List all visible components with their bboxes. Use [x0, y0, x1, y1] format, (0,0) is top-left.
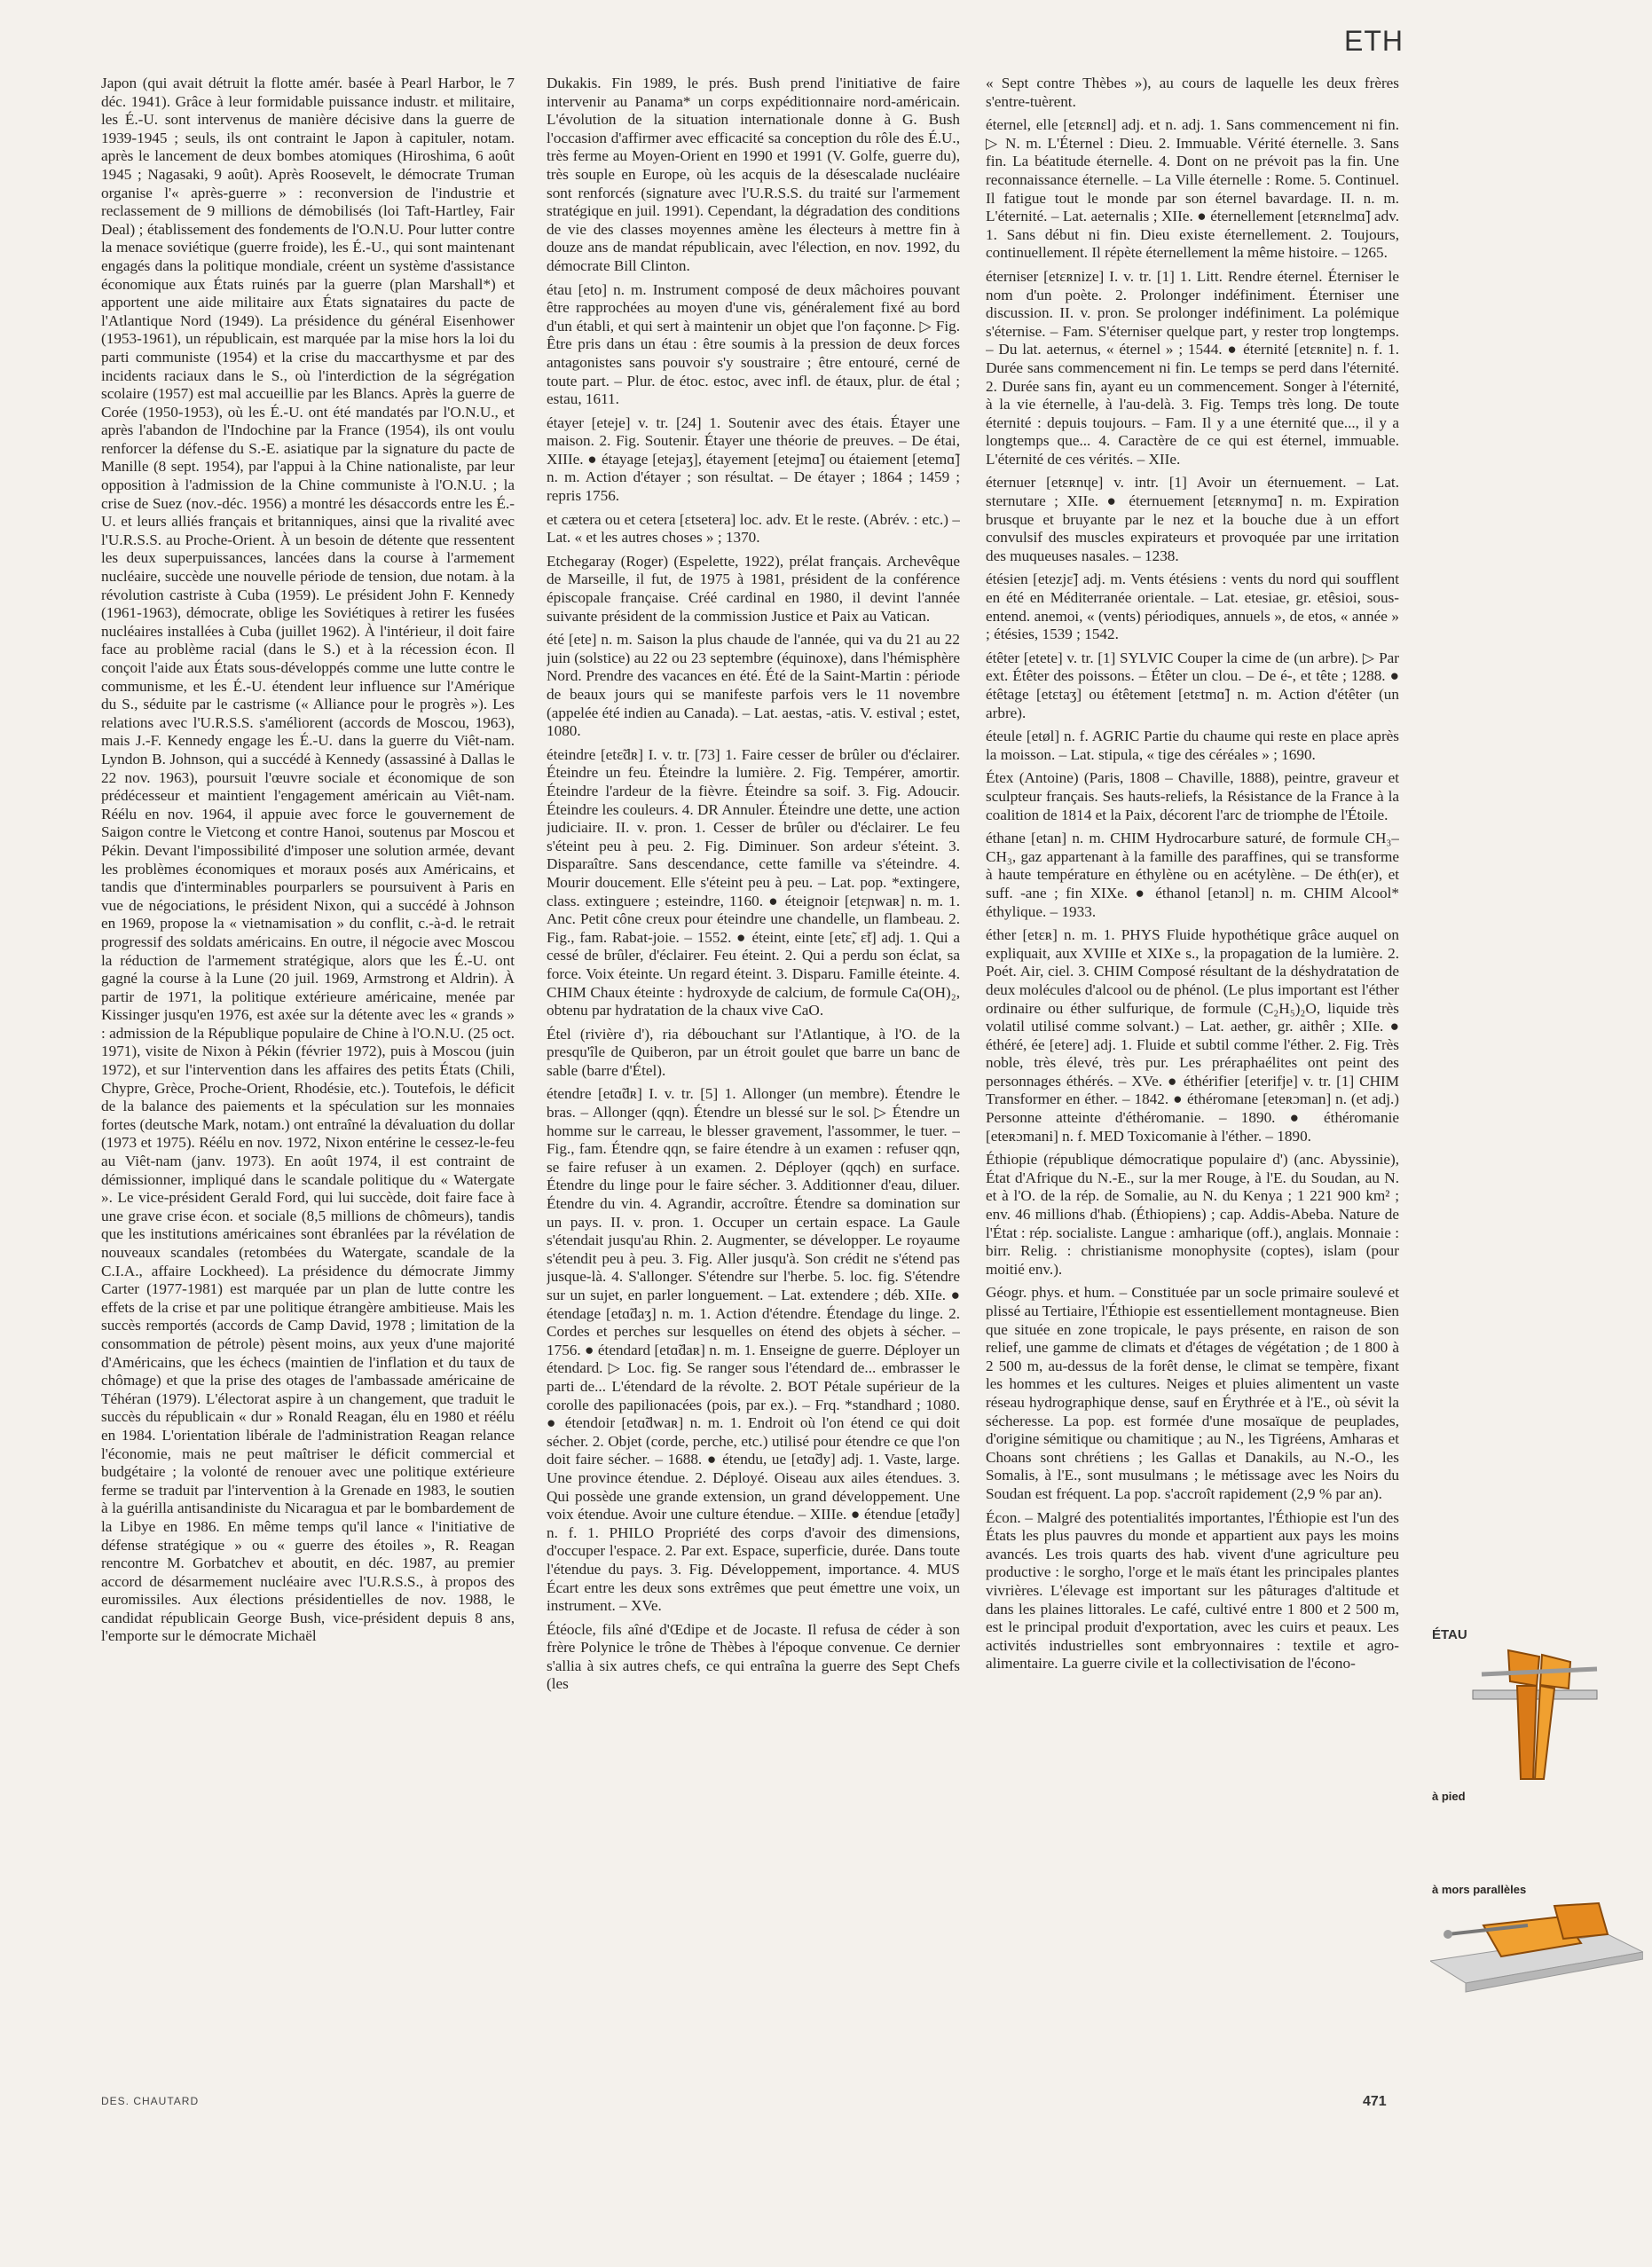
entry-eteule: éteule [etøl] n. f. AGRIC Partie du chaume qui reste en place après la moisson. – Lat. stipula, « tige des céréales » ; 1690. [986, 728, 1399, 763]
running-head: ETH [1344, 25, 1404, 57]
footer-credit: DES. CHAUTARD [101, 2095, 200, 2107]
entry-et-caetera: et cætera ou et cetera [ɛtsetera] loc. adv. Et le reste. (Abrév. : etc.) – Lat. « et les autres choses » ; 1370. [547, 510, 960, 547]
paragraph: « Sept contre Thèbes »), au cours de laquelle les deux frères s'entre-tuèrent. [986, 75, 1399, 110]
entry-etex: Étex (Antoine) (Paris, 1808 – Chaville, 1888), peintre, graveur et sculpteur français. Ses hauts-reliefs, la Résistance de la France à la coalition de 1814 et la Paix, décorent l'arc de triomphe de l'Étoile. [986, 769, 1399, 823]
illustration-title: ÉTAU [1432, 1627, 1467, 1642]
paragraph: Dukakis. Fin 1989, le prés. Bush prend l'initiative de faire intervenir au Panama* un corps expéditionnaire nord-américain. L'évolution de la situation internationale donne à G. Bush l'occasion d'affirmer avec efficacité sa conception du rôle des É.U., très ferme au Moyen-Orient en 1990 et 1991 (V. Golfe, guerre du), très souple en Europe, où les acquis de la désescalade nucléaire sont renforcés (signature avec l'U.R.S.S. du traité sur l'armement stratégique en juil. 1991). Cependant, la dégradation des conditions de vie des classes moyennes amène les électeurs à mettre fin à douze ans de mandat républicain, avec l'élection, en nov. 1992, du démocrate Bill Clinton. [547, 75, 960, 274]
entry-etau: étau [eto] n. m. Instrument composé de deux mâchoires pouvant être rapprochées au moyen d'une vis, généralement fixé au bord d'un établi, et qui sert à maintenir un objet que l'on façonne. ▷ Fig. Être pris dans un étau : être soumis à la pression de deux forces antagonistes sans pouvoir s'y soustraire ; être entouré, cerné de toute part. – Plur. de étoc. estoc, avec infl. de étaux, plur. de étal ; estau, 1611. [547, 280, 960, 408]
entry-etayer: étayer [eteje] v. tr. [24] 1. Soutenir avec des étais. Étayer une maison. 2. Fig. Soutenir. Étayer une théorie de preuves. – De étai, XIIIe. ● étayage [etejaʒ], étayement [etejmɑ̃] ou étaiement [etemɑ̃] n. m. Action d'étayer ; son résultat. – De étayer ; 1864 ; 1459 ; repris 1756. [547, 413, 960, 505]
entry-ethiopie-geographie: Géogr. phys. et hum. – Constituée par un socle primaire soulevé et plissé au Tertiaire, l'Éthiopie est essentiellement montagneuse. Bien que située en zone tropicale, le pays présente, en raison de son relief, une gamme de climats et d'étages de végétation ; de 1 800 à 2 500 m, au-dessus de la forêt dense, le climat se tempère, fixant les hommes et les cultures. Neiges et pluies alimentent un vaste réseau hydrographique dense, sauf en Érythrée et à l'E., où sévit la sécheresse. La pop. est formée d'une mosaïque de peuplades, d'origine sémitique ou chamitique ; au N., les Tigréens, Amharas et Choans sont chrétiens ; les Gallas et Danakils, au N.-O., les Somalis, à l'E., sont musulmans ; le métissage avec les Noirs du Soudan est fréquent. La pop. s'accroît rapidement (2,9 % par an). [986, 1284, 1399, 1502]
paragraph: Japon (qui avait détruit la flotte amér. basée à Pearl Harbor, le 7 déc. 1941). Grâce à leur formidable puissance industr. et militaire, les É.-U. sont intervenus de manière décisive dans la guerre de 1939-1945 ; seuls, ils ont contraint le Japon à capituler, notam. après le lancement de deux bombes atomiques (Hiroshima, 6 août 1945 ; Nagasaki, 9 août). Après Roosevelt, le démocrate Truman organise l'« après-guerre » : reconversion de l'industrie et reclassement de 9 millions de démobilisés (loi Taft-Hartley, Fair Deal) ; établissement des fondements de l'O.N.U. Pour lutter contre la menace soviétique (guerre froide), les É.-U., qui sont maintenant engagés dans la politique mondiale, créent un système d'assistance économique aux États ruinés par la guerre (plan Marshall*) et apportent une aide militaire aux États signataires du pacte de l'Atlantique Nord (1949). La présidence du général Eisenhower (1953-1961), un républicain, est marquée par la mise hors la loi du parti communiste (1954) et la crise du maccarthysme et par des incidents raciaux dans le S., où l'interdiction de la ségrégation scolaire (1957) est mal accueillie par les Blancs. Après la guerre de Corée (1950-1953), où les É.-U. ont été mandatés par l'O.N.U., et après l'abandon de l'Indochine par la France (1954), ils ont voulu renforcer la défense du S.-E. asiatique par la signature du pacte de Manille (8 sept. 1954), par l'appui à la Chine nationaliste, par leur opposition à l'admission de la Chine communiste à l'O.N.U. ; la crise de Suez (nov.-déc. 1956) a montré les désaccords entre les É.-U. et leurs alliés français et britanniques, ainsi que la rivalité avec l'U.R.S.S. au Proche-Orient. À un besoin de détente que ressentent les deux superpuissances, lancées dans la course à l'armement nucléaire, succède une nouvelle période de tension, due notam. à la révolution castriste à Cuba (1959). Le président John F. Kennedy (1961-1963), démocrate, oblige les Soviétiques à retirer les fusées nucléaires installées à Cuba (juillet 1962). À l'intérieur, il doit faire face au problème racial (dans le S.) et à la récession écon. Il conçoit l'aide aux États sous-développés comme une lutte contre le communisme, et les É.-U. étendent leur influence sur l'Amérique du S., séduite par le castrisme (« Alliance pour le progrès »). Les relations avec l'U.R.S.S. s'améliorent (accords de Moscou, 1963), mais J.-F. Kennedy engage les É.-U. dans la guerre du Viêt-nam. Lyndon B. Johnson, qui a succédé à Kennedy (assassiné à Dallas le 22 nov. 1963), poursuit l'œuvre sociale et économique de son prédécesseur et maintient l'engagement américain au Viêt-nam. Réélu en nov. 1964, il appuie avec force le gouvernement de Saigon contre le Vietcong et contre Hanoi, soutenus par Moscou et Pékin. Devant l'impossibilité d'imposer une solution armée, devant les problèmes économiques et moraux posés aux Américains, et tandis que d'interminables pourparlers se poursuivent à Paris en vue de négociations, le président Nixon, qui a succédé à Johnson en 1969, propose la « vietnamisation » du conflit, c.-à-d. le retrait progressif des soldats américains. En outre, il négocie avec Moscou la réduction de l'armement stratégique, alors que les É.-U. ont gagné la course à la Lune (20 juil. 1969, Armstrong et Aldrin). À partir de 1971, la politique extérieure américaine, menée par Kissinger jusqu'en 1976, est axée sur la détente avec les « grands » : admission de la République populaire de Chine à l'O.N.U. (25 oct. 1971), visite de Nixon à Pékin (février 1972), puis à Moscou (juin 1972), et sur l'intervention dans les affaires des petits États (Chili, Chypre, Grèce, Proche-Orient, Rhodésie, etc.). Toutefois, le déficit de la balance des paiements et la spéculation sur les monnaies fortes (deutsche Mark, notam.) ont entraîné la dévaluation du dollar (1973 et 1975). Réélu en nov. 1972, Nixon entérine le cessez-le-feu au Viêt-nam (janv. 1973). En août 1974, il est contraint de démissionner, impliqué dans le scandale politique du « Watergate ». Le vice-président Gerald Ford, qui lui succède, doit faire face à une grave crise écon. et sociale (8,5 millions de chômeurs), tandis que les institutions américaines sont ébranlées par la révélation de nouveaux scandales (retombées du Watergate, scandale de la C.I.A., affaire Lockheed). La présidence du démocrate Jimmy Carter (1977-1981) est marquée par un plan de lutte contre les effets de la crise et par une politique étrangère ambitieuse. Mais les succès remportés (accords de Camp David, 1978 ; limitation de la consommation de pétrole) pèsent moins, aux yeux d'une majorité d'Américains, que les échecs (maintien de l'inflation et du taux de chômage) et que la prise des otages de l'ambassade américaine de Téhéran (1979). L'électorat aspire à un changement, que traduit le succès du républicain « dur » Ronald Reagan, élu en 1980 et réélu en 1984. L'orientation libérale de l'administration Reagan relance l'économie, mais ne peut maîtriser le déficit commercial et budgétaire ; la volonté de renouer avec une politique extérieure ferme se traduit par l'intervention à la Grenade en 1983, le soutien à la guérilla antisandiniste du Nicaragua et par le bombardement de la Libye en 1986. En même temps qu'il lance « l'initiative de défense stratégique » ou « guerre des étoiles », R. Reagan rencontre M. Gorbatchev et aboutit, en déc. 1987, au premier accord de désarmement nucléaire avec l'U.R.S.S., à propos des euromissiles. Aux élections présidentielles de nov. 1988, le candidat républicain George Bush, vice-président depuis 8 ans, l'emporte sur le démocrate Michaël [101, 75, 515, 1645]
entry-eterniser: éterniser [etɛʀnize] I. v. tr. [1] 1. Litt. Rendre éternel. Éterniser le nom d'un poète. 2. Prolonger indéfiniment. Éterniser une discussion. II. v. pron. Se prolonger indéfiniment. La polémique s'éternise. – Fam. S'éterniser quelque part, y rester trop longtemps. – Du lat. aeternus, « éternel » ; 1544. ● éternité [etɛʀnite] n. f. 1. Durée sans commencement ni fin. Le temps se perd dans l'éternité. 2. Durée sans fin, ayant eu un commencement. Songer à l'éternité, à la vie éternelle, à l'au-delà. 3. Fig. Temps très long. De toute éternité : depuis toujours. – Fam. Il y a une éternité que..., il y a longtemps que... 4. Caractère de ce qui est éternel, immuable. L'éternité de ces vérités. – XIIe. [986, 267, 1399, 468]
entry-ethane: éthane [etan] n. m. CHIM Hydrocarbure saturé, de formule CH₃–CH₃, gaz appartenant à la famille des paraffines, qui se transforme à haute température en éthylène ou en acétylène. – De éth(er), et suff. -ane ; fin XIXe. ● éthanol [etanɔl] n. m. CHIM Alcool* éthylique. – 1933. [986, 830, 1399, 920]
entry-eternel: éternel, elle [etɛʀnɛl] adj. et n. adj. 1. Sans commencement ni fin. ▷ N. m. L'Éternel : Dieu. 2. Immuable. Vérité éternelle. 3. Sans fin. La béatitude éternelle. 4. Dont on ne prévoit pas la fin. Une reconnaissance éternelle. – La Ville éternelle : Rome. 5. Continuel. Il fatigue tout le monde par son éternel bavardage. II. n. m. L'éternité. – Lat. aeternalis ; XIIe. ● éternellement [etɛʀnɛlmɑ̃] adv. 1. Sans début ni fin. Dieu existe éternellement. 2. Toujours, continuellement. Il répète éternellement la même histoire. – 1265. [986, 116, 1399, 262]
entry-etesien: étésien [etezjɛ̃] adj. m. Vents étésiens : vents du nord qui soufflent en été en Méditerranée orientale. – Lat. etesiae, gr. etêsioi, sous-entend. anemoi, « (vents) périodiques, annuels », de etos, « année » ; étésies, 1539 ; 1542. [986, 571, 1399, 643]
entry-etendre: étendre [etɑ̃dʀ] I. v. tr. [5] 1. Allonger (un membre). Étendre le bras. – Allonger (qqn). Étendre un blessé sur le sol. ▷ Étendre un homme sur le carreau, le blesser gravement, l'assommer, le tuer. – Fig., fam. Étendre qqn, se faire étendre à un examen : refuser qqn, se faire refuser à un examen. 2. Déployer (qqch) en surface. Étendre du linge pour le faire sécher. 3. Additionner d'eau, diluer. Étendre du vin. 4. Agrandir, accroître. Étendre sa domination sur un pays. II. v. pron. 1. Occuper un certain espace. La Gaule s'étendait jusqu'au Rhin. 2. Augmenter, se développer. Le royaume s'étendit peu à peu. 3. Fig. Aller jusqu'à. Son crédit ne s'étend pas jusque-là. 4. S'allonger. S'étendre sur l'herbe. 5. loc. fig. S'étendre sur un sujet, en parler longuement. – Lat. extendere ; déb. XIIe. ● étendage [etɑ̃daʒ] n. m. 1. Action d'étendre. Étendage du linge. 2. Cordes et perches sur lesquelles on étend des objets à sécher. – 1756. ● étendard [etɑ̃daʀ] n. m. 1. Enseigne de guerre. Déployer un étendard. ▷ Loc. fig. Se ranger sous l'étendard de... embrasser le parti de... L'étendard de la révolte. 2. BOT Pétale supérieur de la corolle des papilionacées (pois, par ex.). – Frq. *standhard ; 1080. ● étendoir [etɑ̃dwaʀ] n. m. 1. Endroit où l'on étend ce qui doit sécher. 2. Objet (corde, perche, etc.) utilisé pour étendre ce que l'on doit faire sécher. – 1688. ● étendu, ue [etɑ̃dy] adj. 1. Vaste, large. Une province étendue. 2. Déployé. Oiseau aux ailes étendues. 3. Qui possède une grande extension, un grand développement. Une voix étendue. Avoir une culture étendue. – XIIIe. ● étendue [etɑ̃dy] n. f. 1. PHILO Propriété des corps d'avoir des dimensions, d'occuper l'espace. 2. Par ext. Espace, superficie, durée. Dans toute l'étendue du pays. 3. Fig. Développement, importance. 4. MUS Écart entre les deux sons extrêmes que peut émettre une voix, un instrument. – XVe. [547, 1085, 960, 1615]
parallel-jaw-vise-illustration [1430, 1899, 1643, 1996]
entry-eternuer: éternuer [etɛʀnɥe] v. intr. [1] Avoir un éternuement. – Lat. sternutare ; XIIe. ● éternuement [etɛʀnymɑ̃] n. m. Expiration brusque et bruyante par le nez et la bouche due à un effort convulsif des muscles expirateurs et provoquée par une irritation des muqueuses nasales. – 1238. [986, 474, 1399, 564]
vise-on-foot-illustration [1455, 1646, 1606, 1788]
entry-eteter: étêter [etete] v. tr. [1] SYLVIC Couper la cime de (un arbre). ▷ Par ext. Étêter des poissons. – Étêter un clou. – De é-, et tête ; 1288. ● étêtage [etɛtaʒ] ou étêtement [etɛtmɑ̃] n. m. Action d'étêter (un arbre). [986, 649, 1399, 721]
caption-vise-on-foot: à pied [1432, 1790, 1466, 1803]
entry-ete: été [ete] n. m. Saison la plus chaude de l'année, qui va du 21 au 22 juin (solstice) au 22 ou 23 septembre (équinoxe), dans l'hémisphère Nord. Prendre des vacances en été. Été de la Saint-Martin : période de beaux jours qui se manifeste parfois vers le 11 novembre (appelée été indien au Canada). – Lat. aestas, -atis. V. estival ; estet, 1080. [547, 631, 960, 740]
column-left [101, 75, 515, 2080]
entry-ether: éther [etɛʀ] n. m. 1. PHYS Fluide hypothétique grâce auquel on expliquait, aux XVIIIe et XIXe s., la propagation de la lumière. 2. Poét. Air, ciel. 3. CHIM Composé résultant de la déshydratation de deux molécules d'alcool ou de phénol. (Le plus important est l'éther ordinaire ou éther sulfurique, de formule (C₂H₅)₂O, liquide très volatil utilisé comme solvant.) – Lat. aether, gr. aithêr ; XIIe. ● éthéré, ée [etere] adj. 1. Fluide et subtil comme l'éther. 2. Fig. Très noble, très élevé, très pur. Les préraphaélites ont peint des personnages éthérés. – XVe. ● éthérifier [eterifje] v. tr. [1] CHIM Transformer en éther. – 1842. ● éthéromane [eteʀɔman] n. (et adj.) Personne atteinte d'éthéromanie. – 1890. ● éthéromanie [eteʀɔmani] n. f. MED Toxicomanie à l'éther. – 1890. [986, 926, 1399, 1145]
caption-parallel-vise: à mors parallèles [1432, 1883, 1527, 1896]
page-number: 471 [1363, 2094, 1387, 2109]
entry-etel: Étel (rivière d'), ria débouchant sur l'Atlantique, à l'O. de la presqu'île de Quiberon, par un étroit goulet que barre un banc de sable (barre d'Étel). [547, 1025, 960, 1079]
column-middle [547, 75, 960, 2080]
entry-eteindre: éteindre [etɛ̃dʀ] I. v. tr. [73] 1. Faire cesser de brûler ou d'éclairer. Éteindre un feu. Éteindre la lumière. 2. Fig. Tempérer, amortir. Éteindre l'ardeur de la fièvre. Éteindre sa soif. 3. Fig. Adoucir. Éteindre les couleurs. 4. DR Annuler. Éteindre une dette, une action judiciaire. II. v. pron. 1. Cesser de brûler ou d'éclairer. Le feu s'éteint peu à peu. 2. Fig. Diminuer. Son ardeur s'éteint. 3. Disparaître. Sans descendance, cette famille va s'éteindre. 4. Mourir doucement. Elle s'éteint peu à peu. – Lat. pop. *extingere, class. extinguere ; esteindre, 1160. ● éteignoir [etɛɲwaʀ] n. m. 1. Anc. Petit cône creux pour éteindre une chandelle, un flambeau. 2. Fig., fam. Rabat-joie. – 1552. ● éteint, einte [etɛ̃, ɛ̃t] adj. 1. Qui a cessé de brûler, d'éclairer. Feu éteint. 2. Qui a perdu son éclat, sa force. Voix éteinte. Un regard éteint. 3. Disparu. Famille éteinte. 4. CHIM Chaux éteinte : hydroxyde de calcium, de formule Ca(OH)₂, obtenu par hydratation de la chaux vive CaO. [547, 745, 960, 1019]
entry-etchegaray: Etchegaray (Roger) (Espelette, 1922), prélat français. Archevêque de Marseille, il fut, de 1975 à 1981, président de la conférence épiscopale française. Créé cardinal en 1980, il devint l'année suivante président de la commission Justice et Paix au Vatican. [547, 552, 960, 625]
column-right [986, 75, 1399, 2080]
entry-ethiopie: Éthiopie (république démocratique populaire d') (anc. Abyssinie), État d'Afrique du N.-E., sur la mer Rouge, à l'E. du Soudan, au N. et à l'O. de la rép. de Somalie, au N. du Kenya ; 1 221 900 km² ; env. 46 millions d'hab. (Éthiopiens) ; cap. Addis-Abeba. Nature de l'État : rép. socialiste. Langue : amharique (off.), anglais. Monnaie : birr. Relig. : christianisme monophysite (coptes), islam (pour moitié env.). [986, 1151, 1399, 1278]
entry-ethiopie-economie: Écon. – Malgré des potentialités importantes, l'Éthiopie est l'un des États les plus pauvres du monde et appartient aux pays les moins avancés. Les trois quarts des hab. vivent d'une agriculture peu productive : le sorgho, l'orge et le maïs étant les principales plantes vivrières. L'élevage est important sur les pâturages d'altitude et dans les plaines littorales. Le café, cultivé entre 1 800 et 2 500 m, est le principal produit d'exportation, avec les cuirs et peaux. Les activités industrielles sont embryonnaires : textile et agro-alimentaire. La guerre civile et la collectivisation de l'écono- [986, 1508, 1399, 1673]
entry-eteocle: Étéocle, fils aîné d'Œdipe et de Jocaste. Il refusa de céder à son frère Polynice le trône de Thèbes à l'époque convenue. Ce dernier s'allia à six autres chefs, ce qui entraîna la guerre des Sept Chefs (les [547, 1620, 960, 1693]
